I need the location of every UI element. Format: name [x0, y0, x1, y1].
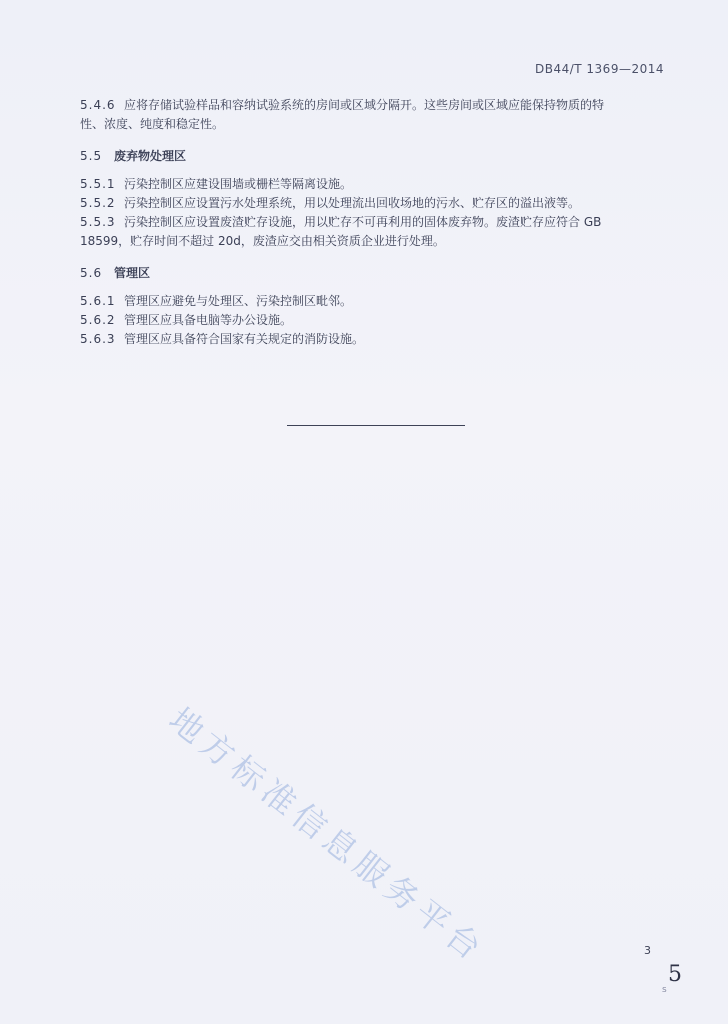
- section-heading-5-5: [80, 147, 660, 166]
- section-number: 5.6: [80, 266, 103, 280]
- clause-text: 管理区应避免与处理区、污染控制区毗邻。: [124, 294, 353, 308]
- clause-number: 5.5.2: [80, 196, 116, 210]
- section-number: 5.5: [80, 149, 103, 163]
- end-of-document-rule: [287, 425, 465, 426]
- clause-5-5-2: [80, 194, 660, 213]
- clause-text: 污染控制区应设置污水处理系统，用以处理流出回收场地的污水、贮存区的溢出液等。: [124, 196, 581, 210]
- page-number-large: 5: [668, 962, 682, 987]
- clause-text: 管理区应具备电脑等办公设施。: [124, 313, 293, 327]
- clause-number: 5.6.1: [80, 294, 116, 308]
- clause-text-continued: 18599，贮存时间不超过 20d，废渣应交由相关资质企业进行处理。: [80, 234, 445, 248]
- page-number-small: 3: [644, 944, 651, 957]
- clause-5-6-2: [80, 311, 660, 330]
- watermark: 地方标准信息服务平台: [161, 699, 494, 971]
- clause-text: 管理区应具备符合国家有关规定的消防设施。: [124, 332, 365, 346]
- section-title: 管理区: [114, 266, 151, 280]
- clause-text: 污染控制区应建设围墙或栅栏等隔离设施。: [124, 177, 353, 191]
- standard-code: DB44/T 1369—2014: [534, 62, 664, 76]
- clause-number: 5.4.6: [80, 98, 116, 112]
- clause-number: 5.5.3: [80, 215, 116, 229]
- clause-5-5-3: [80, 213, 660, 251]
- clause-number: 5.6.2: [80, 313, 116, 327]
- clause-number: 5.5.1: [80, 177, 116, 191]
- clause-text-continued: 性、浓度、纯度和稳定性。: [80, 117, 225, 131]
- document-body: [80, 96, 660, 349]
- clause-text: 应将存储试验样品和容纳试验系统的房间或区域分隔开。这些房间或区域应能保持物质的特: [124, 98, 605, 112]
- clause-5-4-6: [80, 96, 660, 134]
- clause-5-6-1: [80, 292, 660, 311]
- clause-number: 5.6.3: [80, 332, 116, 346]
- clause-text: 污染控制区应设置废渣贮存设施，用以贮存不可再利用的固体废弃物。废渣贮存应符合 GB: [124, 215, 602, 229]
- section-title: 废弃物处理区: [114, 149, 187, 163]
- clause-5-6-3: [80, 330, 660, 349]
- corner-mark: s: [662, 985, 667, 995]
- clause-5-5-1: [80, 175, 660, 194]
- section-heading-5-6: [80, 264, 660, 283]
